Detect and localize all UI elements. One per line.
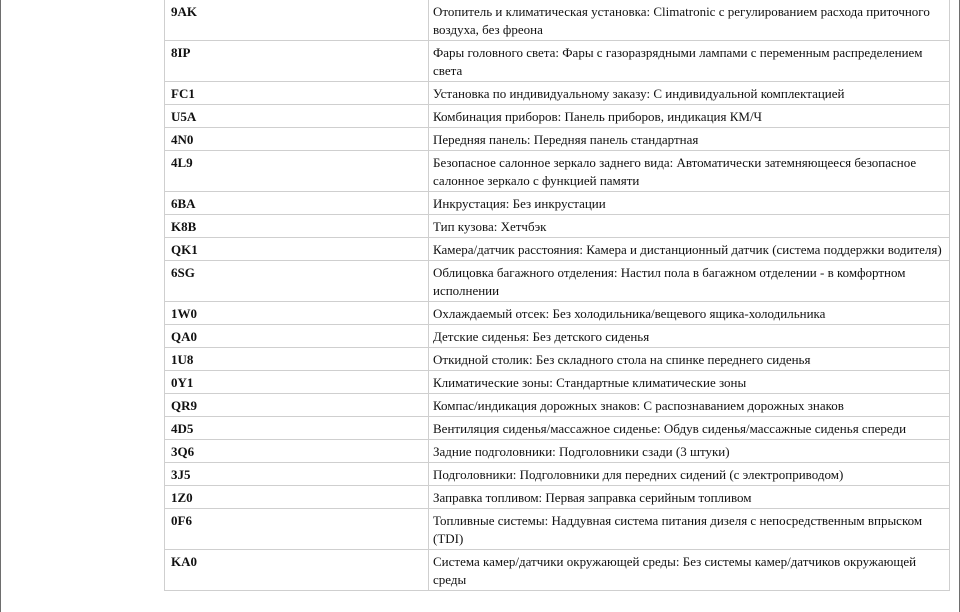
- option-code: KA0: [165, 550, 429, 591]
- table-row: [165, 215, 950, 238]
- option-code: 6BA: [165, 192, 429, 215]
- option-code: 3Q6: [165, 440, 429, 463]
- option-codes-table: [164, 0, 950, 591]
- option-description: Заправка топливом: Первая заправка серийным топливом: [429, 486, 950, 509]
- table-row: [165, 325, 950, 348]
- table-row: [165, 0, 950, 41]
- option-code: 9AK: [165, 0, 429, 41]
- option-description: Безопасное салонное зеркало заднего вида: Автоматически затемняющееся безопасное салонное зеркало с функцией памяти: [429, 151, 950, 192]
- option-code: 1Z0: [165, 486, 429, 509]
- option-code: 4N0: [165, 128, 429, 151]
- option-description: Отопитель и климатическая установка: Climatronic с регулированием расхода приточного воздуха, без фреона: [429, 0, 950, 41]
- option-description: Климатические зоны: Стандартные климатические зоны: [429, 371, 950, 394]
- option-description: Детские сиденья: Без детского сиденья: [429, 325, 950, 348]
- table-row: [165, 105, 950, 128]
- option-description: Охлаждаемый отсек: Без холодильника/вещевого ящика-холодильника: [429, 302, 950, 325]
- option-codes-body: [165, 0, 950, 591]
- table-row: [165, 151, 950, 192]
- option-description: Облицовка багажного отделения: Настил пола в багажном отделении - в комфортном исполнении: [429, 261, 950, 302]
- table-row: [165, 463, 950, 486]
- option-code: 4D5: [165, 417, 429, 440]
- table-row: [165, 261, 950, 302]
- option-description: Фары головного света: Фары с газоразрядными лампами с переменным распределением света: [429, 41, 950, 82]
- table-row: [165, 550, 950, 591]
- option-description: Вентиляция сиденья/массажное сиденье: Обдув сиденья/массажные сиденья спереди: [429, 417, 950, 440]
- option-code: QA0: [165, 325, 429, 348]
- option-code: 6SG: [165, 261, 429, 302]
- option-description: Откидной столик: Без складного стола на спинке переднего сиденья: [429, 348, 950, 371]
- option-description: Задние подголовники: Подголовники сзади (3 штуки): [429, 440, 950, 463]
- table-row: [165, 417, 950, 440]
- option-description: Подголовники: Подголовники для передних сидений (с электроприводом): [429, 463, 950, 486]
- option-description: Комбинация приборов: Панель приборов, индикация КМ/Ч: [429, 105, 950, 128]
- option-code: K8B: [165, 215, 429, 238]
- option-code: QR9: [165, 394, 429, 417]
- option-code: 3J5: [165, 463, 429, 486]
- table-row: [165, 302, 950, 325]
- table-row: [165, 41, 950, 82]
- option-code: 1W0: [165, 302, 429, 325]
- option-code: 0Y1: [165, 371, 429, 394]
- table-row: [165, 509, 950, 550]
- option-description: Компас/индикация дорожных знаков: С распознаванием дорожных знаков: [429, 394, 950, 417]
- table-row: [165, 486, 950, 509]
- option-code: 4L9: [165, 151, 429, 192]
- table-row: [165, 394, 950, 417]
- option-code: 8IP: [165, 41, 429, 82]
- option-description: Передняя панель: Передняя панель стандартная: [429, 128, 950, 151]
- option-description: Система камер/датчики окружающей среды: Без системы камер/датчиков окружающей среды: [429, 550, 950, 591]
- option-code: U5A: [165, 105, 429, 128]
- option-code: 0F6: [165, 509, 429, 550]
- option-description: Инкрустация: Без инкрустации: [429, 192, 950, 215]
- option-description: Тип кузова: Хетчбэк: [429, 215, 950, 238]
- table-row: [165, 82, 950, 105]
- table-row: [165, 371, 950, 394]
- table-row: [165, 128, 950, 151]
- table-row: [165, 440, 950, 463]
- option-code: 1U8: [165, 348, 429, 371]
- option-code: FC1: [165, 82, 429, 105]
- option-code: QK1: [165, 238, 429, 261]
- option-description: Камера/датчик расстояния: Камера и дистанционный датчик (система поддержки водителя): [429, 238, 950, 261]
- option-description: Установка по индивидуальному заказу: С индивидуальной комплектацией: [429, 82, 950, 105]
- page-border-left: [0, 0, 1, 612]
- table-row: [165, 238, 950, 261]
- option-description: Топливные системы: Наддувная система питания дизеля с непосредственным впрыском (TDI): [429, 509, 950, 550]
- table-row: [165, 192, 950, 215]
- table-row: [165, 348, 950, 371]
